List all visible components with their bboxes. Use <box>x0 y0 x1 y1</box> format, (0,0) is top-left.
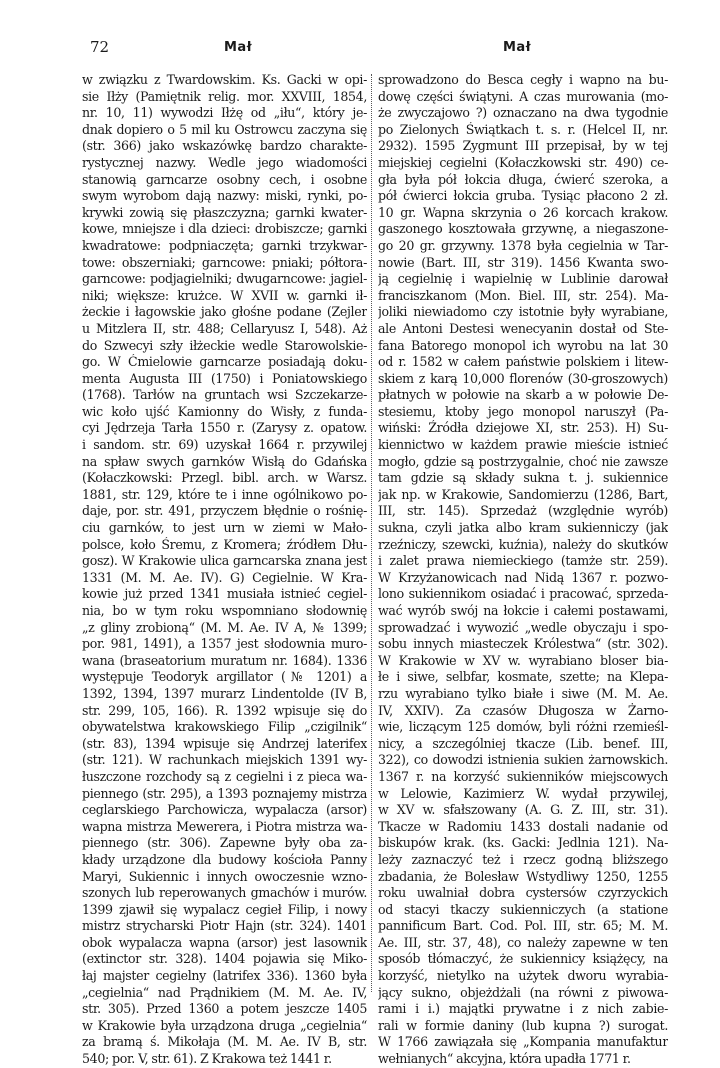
text-line: (str. 83), 1394 wpisuje się Andrzej laterifex <box>82 735 367 751</box>
left-column <box>82 72 367 1068</box>
text-line: kowe, mniejsze i dla dzieci: drobiszcze; garnki <box>82 221 367 237</box>
text-line: jak np. w Krakowie, Sandomierzu (1286, Bart, <box>378 486 668 502</box>
text-line: korzyść, nietylko na użytek dworu wyrabia- <box>378 968 668 984</box>
text-line: wiński: Źródła dziejowe XI, str. 253). H) Su- <box>378 420 668 436</box>
text-line: w Krakowie była urządzona druga „cegielnia“ <box>82 1017 367 1033</box>
text-line: łaj majster cegielny (latrifex 336). 1360 była <box>82 968 367 984</box>
page-number: 72 <box>90 38 110 56</box>
text-line: (str. 121). W rachunkach miejskich 1391 wy- <box>82 752 367 768</box>
text-line: łe i siwe, selbfar, kosmate, szette; na Klepa- <box>378 669 668 685</box>
text-line: obok wypalacza wapna (arsor) jest lasownik <box>82 934 367 950</box>
text-line: gła była pół łokcia długa, ćwierć szeroka, a <box>378 171 668 187</box>
text-line: rami i i.) majątki prywatne i z nich zabie- <box>378 1001 668 1017</box>
text-line: cyi Jędrzeja Tarła 1550 r. (Zarysy z. opatow. <box>82 420 367 436</box>
text-line: (str. 366) jako wskazówkę bardzo charakte- <box>82 138 367 154</box>
text-line: od stacyi tkaczy sukienniczych (a statione <box>378 901 668 917</box>
text-line: u Mitzlera II, str. 488; Cellaryusz I, 548). Aż <box>82 320 367 336</box>
text-line: wana (braseatorium muratum nr. 1684). 1336 <box>82 652 367 668</box>
text-line: W 1766 zawiązała się „Kompania manufaktur <box>378 1034 668 1050</box>
text-line: po Zielonych Świątkach t. s. r. (Helcel II, nr. <box>378 121 668 137</box>
running-header-right: Mał <box>503 40 532 55</box>
text-line: jący sukno, objeżdżali (na równi z piwowa- <box>378 984 668 1000</box>
text-line: go 20 gr. grzywny. 1378 była cegielnia w Tar- <box>378 237 668 253</box>
text-line: płatnych w połowie na skarb a w połowie De- <box>378 387 668 403</box>
text-line: w związku z Twardowskim. Ks. Gacki w opi- <box>82 72 367 87</box>
text-line: łuszczone rozchody są z cegielni i z pieca wa- <box>82 768 367 784</box>
text-line: ją cegielnię i wapielnię w Lublinie darował <box>378 271 668 287</box>
text-line: nia, bo w tym roku wspomniano słodownię <box>82 603 367 618</box>
text-line: tam gdzie są składy sukna t. j. sukiennice <box>378 470 668 486</box>
right-column <box>378 72 668 1068</box>
text-line: towe: obszerniaki; garncowe: pniaki; półtora- <box>82 254 367 270</box>
text-line: „z gliny zrobioną“ (M. M. Ae. IV A, № 1399; <box>82 619 367 635</box>
text-line: wic koło ujść Kamionny do Wisły, z funda- <box>82 403 367 419</box>
text-line: stesiemu, ktoby jego monopol naruszył (Pa- <box>378 403 668 419</box>
text-line: III, str. 145). Sprzedaż (względnie wyrób) <box>378 503 668 519</box>
text-line: mogło, gdzie są postrzygalnie, choć nie zawsze <box>378 453 668 469</box>
text-line: ciu garnków, to jest urn w ziemi w Mało- <box>82 520 367 536</box>
text-line: pannificum Bart. Cod. Pol. III, str. 65; M. M. <box>378 918 668 934</box>
text-line: kiennictwo w każdem prawie mieście istnieć <box>378 437 668 453</box>
text-line: roku uwalniał dobra cystersów czyrzyckich <box>378 885 668 901</box>
text-line: ale Antoni Destesi wenecyanin dostał od Ste- <box>378 320 668 336</box>
text-line: biskupów krak. (ks. Gacki: Jedlnia 121). Na- <box>378 835 668 851</box>
text-line: rzu wyrabiano tylko białe i siwe (M. M. Ae. <box>378 685 668 701</box>
text-line: rali w formie daniny (lub kupna ?) surogat. <box>378 1017 668 1033</box>
text-line: żeckie i łagowskie jako głośne podane (Zejler <box>82 304 367 320</box>
text-line: na spław swych garnków Wisłą do Gdańska <box>82 453 367 469</box>
text-line: wać wyrób swój na łokcie i całemi postawami, <box>378 603 668 618</box>
text-line: nowie (Bart. III, str 319). 1456 Kwanta swo- <box>378 254 668 270</box>
text-line: dnak dopiero o 5 mil ku Ostrowcu zaczyna się <box>82 121 367 137</box>
text-line: menta Augusta III (1750) i Poniatowskiego <box>82 370 367 386</box>
text-line: „cegielnia“ nad Prądnikiem (M. M. Ae. IV, <box>82 984 367 1000</box>
text-line: garncowe: podjagielniki; dwugarncowe: jagiel- <box>82 271 367 287</box>
text-line: 322), co dowodzi istnienia sukien żarnowskich. <box>378 752 668 768</box>
text-line: fana Batorego monopol ich wyrobu na lat 30 <box>378 337 668 353</box>
text-line: rystycznej nazwy. Wedle jego wiadomości <box>82 154 367 170</box>
text-line: 1392, 1394, 1397 murarz Lindentolde (IV B, <box>82 685 367 701</box>
text-line: rzeźniczy, szewcki, kuźnia), należy do skutków <box>378 536 668 552</box>
text-line: leży zaznaczyć też i rzecz godną bliższego <box>378 851 668 867</box>
text-line: ceglarskiego Parchowicza, wypalacza (arsor) <box>82 802 367 818</box>
text-line: (extinctor str. 328). 1404 pojawia się Miko- <box>82 951 367 967</box>
text-line: w Lelowie, Kazimierz W. wydał przywilej, <box>378 785 668 801</box>
text-line: 2932). 1595 Zygmunt III przepisał, by w tej <box>378 138 668 154</box>
text-line: (1768). Tarłów na gruntach wsi Szczekarze- <box>82 387 367 403</box>
text-line: sobu innych miasteczek Królestwa“ (str. 302). <box>378 636 668 652</box>
text-line: niki; większe: krużce. W XVII w. garnki ił- <box>82 287 367 303</box>
text-line: str. 299, 105, 166). R. 1392 wpisuje się do <box>82 702 367 718</box>
text-line: nr. 10, 11) wywodzi Iłżę od „iłu“, który je- <box>82 105 367 121</box>
text-line: 1331 (M. M. Ae. IV). G) Cegielnie. W Kra- <box>82 569 367 585</box>
text-line: od r. 1582 w całem państwie polskiem i litew- <box>378 354 668 370</box>
text-line: że zwyczajowo ?) oznaczano na dwa tygodnie <box>378 105 668 121</box>
text-line: lono sukiennikom osiadać i pracować, sprzeda- <box>378 586 668 602</box>
text-line: joliki niewiadomo czy istotnie były wyrabiane, <box>378 304 668 320</box>
text-line: Maryi, Sukiennic i innych owoczesnie wzno- <box>82 868 367 884</box>
text-line: daje, por. str. 491, przyczem błędnie o rośnię- <box>82 503 367 519</box>
text-line: 10 gr. Wapna skrzynia o 26 korcach krakow. <box>378 204 668 220</box>
text-line: nicy, a szczególniej tkacze (Lib. benef. III, <box>378 735 668 751</box>
text-line: mistrz strycharski Piotr Hajn (str. 324). 1401 <box>82 918 367 934</box>
text-line: i zalet prawa niemieckiego (tamże str. 259). <box>378 553 668 569</box>
column-divider <box>371 74 372 992</box>
text-line: obywatelstwa krakowskiego Filip „czigilnik“ <box>82 719 367 735</box>
text-line: za bramą ś. Mikołaja (M. M. Ae. IV B, str. <box>82 1034 367 1050</box>
text-line: zbadania, że Bolesław Wstydliwy 1250, 1255 <box>378 868 668 884</box>
text-line: W Krzyżanowicach nad Nidą 1367 r. pozwo- <box>378 569 668 585</box>
text-line: kwadratowe: podpniaczęta; garnki trzykwar- <box>82 237 367 253</box>
text-line: Ae. III, str. 37, 48), co należy zapewne w ten <box>378 934 668 950</box>
text-line: piennego (str. 306). Zapewne były oba za- <box>82 835 367 851</box>
text-line: wełnianych“ akcyjna, która upadła 1771 r. <box>378 1051 631 1067</box>
text-line: sposób tłómaczyć, że sukiennicy książęcy, na <box>378 951 668 967</box>
running-header-left: Mał <box>224 40 253 55</box>
text-line: w XV w. sfałszowany (A. G. Z. III, str. 31). <box>378 802 668 818</box>
text-line: skiem z karą 10,000 florenów (30-groszowych) <box>378 370 668 386</box>
text-line: stanowią garncarze osobny cech, i osobne <box>82 171 367 187</box>
text-line: do Szwecyi szły iłżeckie wedle Starowolskie- <box>82 337 367 353</box>
text-line: gaszonego kosztowała grzywnę, a niegaszone- <box>378 221 668 237</box>
text-line: gosz). W Krakowie ulica garncarska znana jest <box>82 553 367 569</box>
text-line: sukna, czyli jatka albo kram sukienniczy (jak <box>378 520 668 536</box>
text-line: (Kołaczkowski: Przegl. bibl. arch. w Warsz. <box>82 470 367 486</box>
text-line: wie, liczącym 125 domów, byli różni rzemieśl- <box>378 719 668 735</box>
text-line: kłady urządzone dla budowy kościoła Panny <box>82 851 367 867</box>
text-line: wapna mistrza Mewerera, i Piotra mistrza wa- <box>82 818 367 834</box>
text-line: swym wyrobom dają nazwy: miski, rynki, po- <box>82 188 367 204</box>
text-line: Tkacze w Radomiu 1433 dostali nadanie od <box>378 818 668 834</box>
text-line: pół ćwierci łokcia gruba. Tysiąc płacono 2 zł. <box>378 188 668 204</box>
text-line: por. 981, 1491), a 1357 jest słodownia muro- <box>82 636 367 652</box>
text-line: występuje Teodoryk argillator (№ 1201) a <box>82 669 367 685</box>
text-line: dowę części świątyni. A czas murowania (mo- <box>378 88 668 104</box>
text-line: sprowadzać i wywozić „wedle obyczaju i spo- <box>378 619 668 635</box>
text-line: sprowadzono do Besca cegły i wapno na bu- <box>378 72 668 87</box>
text-line: 1881, str. 129, które te i inne ogólnikowo po- <box>82 486 367 502</box>
text-line: kowie już przed 1341 musiała istnieć cegiel- <box>82 586 367 602</box>
text-line: krywki zowią się płaszczyzna; garnki kwater- <box>82 204 367 220</box>
text-line: 1367 r. na korzyść sukienników miejscowych <box>378 768 668 784</box>
text-line: polsce, koło Śremu, z Kromera; źródłem Dłu- <box>82 536 367 552</box>
text-line: i sandom. str. 69) uzyskał 1664 r. przywilej <box>82 437 367 453</box>
text-line: 1399 zjawił się wypalacz cegieł Filip, i nowy <box>82 901 367 917</box>
text-line: szonych lub reperowanych gmachów i murów. <box>82 885 367 901</box>
text-line: piennego (str. 295), a 1393 poznajemy mistrza <box>82 785 367 801</box>
text-line: 540; por. V, str. 61). Z Krakowa też 1441 r. <box>82 1051 332 1067</box>
text-line: go. W Ćmielowie garncarze posiadają doku- <box>82 354 367 370</box>
text-line: W Krakowie w XV w. wyrabiano bloser bia- <box>378 652 668 668</box>
text-line: IV, XXIV). Za czasów Długosza w Żarno- <box>378 702 668 718</box>
text-line: sie Iłży (Pamiętnik relig. mor. XXVIII, 1854, <box>82 88 367 104</box>
text-line: miejskiej cegielni (Kołaczkowski str. 490) ce- <box>378 154 668 170</box>
text-line: str. 305). Przed 1360 a potem jeszcze 1405 <box>82 1001 367 1017</box>
text-line: franciszkanom (Mon. Biel. III, str. 254). Ma- <box>378 287 668 303</box>
